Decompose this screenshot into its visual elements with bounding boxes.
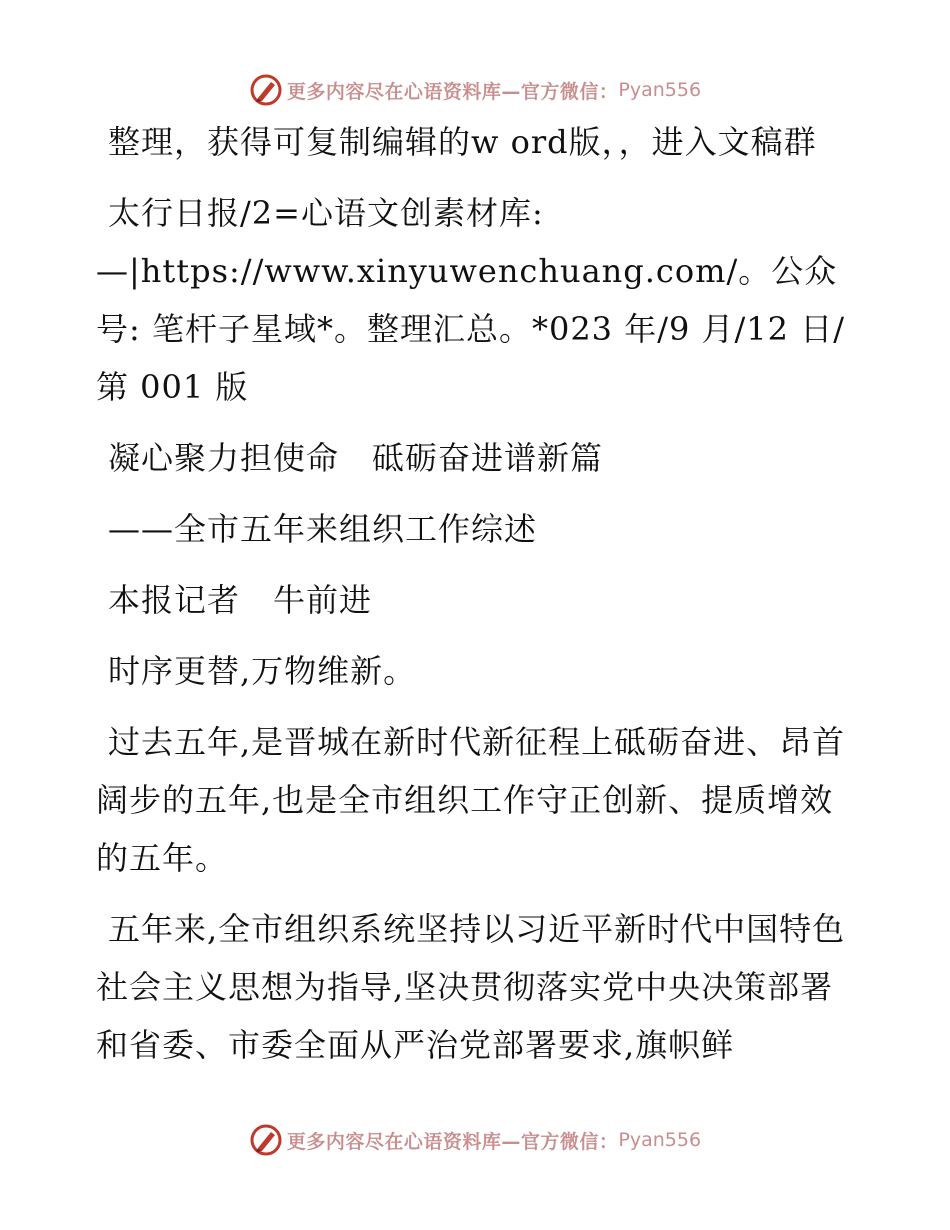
watermark-wechat-id: Pyan556 bbox=[618, 1129, 702, 1151]
article-title: 凝心聚力担使命 砥砺奋进谱新篇 bbox=[108, 439, 604, 477]
pen-logo-icon bbox=[249, 1123, 283, 1157]
footer-watermark-banner bbox=[0, 1120, 950, 1160]
watermark-wechat-id: Pyan556 bbox=[618, 79, 702, 101]
watermark-text: 更多内容尽在心语资料库—官方微信： bbox=[286, 80, 619, 103]
watermark-text: 更多内容尽在心语资料库—官方微信： bbox=[286, 1130, 619, 1153]
paragraph-body: 五年来,全市组织系统坚持以习近平新时代中国特色社会主义思想为指导,坚决贯彻落实党中央决策部署和省委、市委全面从严治党部署要求,旗帜鲜 bbox=[96, 910, 846, 1064]
pen-logo-icon bbox=[249, 73, 283, 107]
article-subtitle: ——全市五年来组织工作综述 bbox=[108, 510, 538, 548]
header-watermark-banner bbox=[0, 70, 950, 110]
paragraph-body: 过去五年,是晋城在新时代新征程上砥砺奋进、昂首阔步的五年,也是全市组织工作守正创新、提质增效的五年。 bbox=[96, 723, 846, 877]
paragraph-source: 太行日报/2=心语文创素材库: —|https://www.xinyuwenchuang.com/。公众号: 笔杆子星域*。整理汇总。*023 年/9 月/12 日/第 001 版 bbox=[96, 194, 845, 406]
paragraph-note: 整理，获得可复制编辑的w ord版，，进入文稿群 bbox=[108, 123, 817, 161]
document-body bbox=[96, 113, 856, 1087]
article-byline: 本报记者 牛前进 bbox=[108, 581, 373, 619]
paragraph-body: 时序更替,万物维新。 bbox=[108, 652, 417, 690]
